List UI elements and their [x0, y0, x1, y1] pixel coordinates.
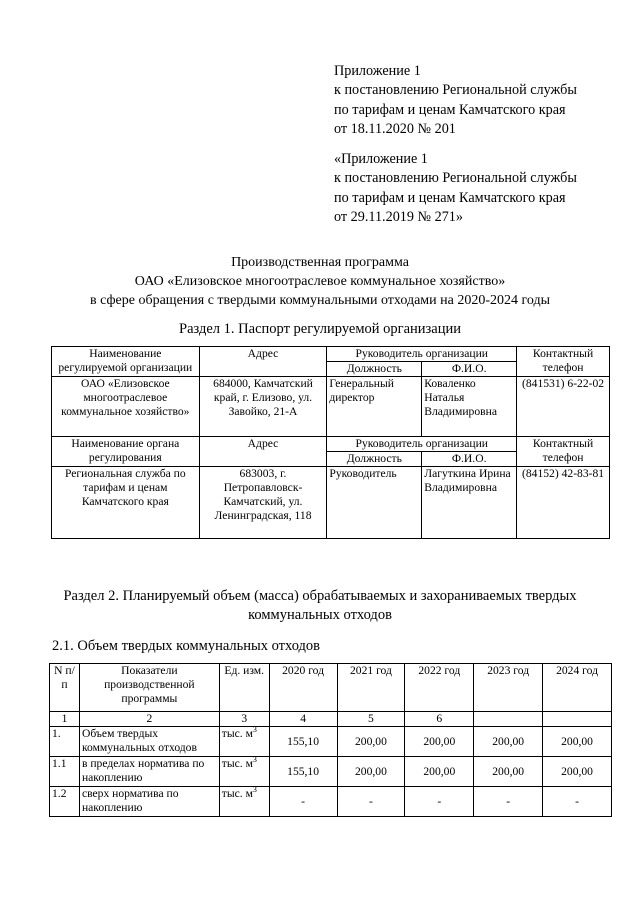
header-manager: Руководитель организации	[327, 347, 517, 362]
row-value: 200,00	[543, 727, 612, 757]
row-unit: тыс. $м^3$	[219, 757, 269, 787]
header-2020: 2020 год	[269, 664, 337, 712]
regulator-fio: Лагуткина Ирина Владимировна	[422, 467, 517, 539]
header-2024: 2024 год	[543, 664, 612, 712]
row-value: 200,00	[474, 757, 543, 787]
annex-line: по тарифам и ценам Камчатского края	[334, 189, 566, 206]
org-phone: (841531) 6-22-02	[517, 377, 610, 437]
annex-line: к постановлению Региональной службы	[334, 82, 577, 99]
header-phone: Контактный телефон	[517, 437, 610, 467]
annex-line: от 29.11.2019 № 271»	[334, 208, 463, 225]
regulator-name: Региональная служба по тарифам и ценам Камчатского края	[52, 467, 200, 539]
regulator-phone: (84152) 42-83-81	[517, 467, 610, 539]
regulator-position: Руководитель	[327, 467, 422, 539]
header-regulator: Наименование органа регулирования	[52, 437, 200, 467]
header-num: N п/п	[50, 664, 80, 712]
passport-table	[51, 346, 610, 539]
row-value: 155,10	[269, 727, 337, 757]
col-number-empty	[474, 712, 543, 727]
annex-line: от 18.11.2020 № 201	[334, 120, 456, 137]
annex-current	[334, 62, 577, 139]
section2-title	[0, 587, 640, 625]
row-value: 200,00	[474, 727, 543, 757]
col-number: 6	[405, 712, 474, 727]
org-position: Генеральный директор	[327, 377, 422, 437]
header-position: Должность	[327, 452, 422, 467]
table-row	[50, 727, 612, 757]
regulator-address: 683003, г. Петропавловск-Камчатский, ул. Ленинградская, 118	[199, 467, 327, 539]
row-num: 1.2	[50, 787, 80, 817]
header-indicator: Показатели производственной программы	[79, 664, 219, 712]
row-value: 200,00	[405, 727, 474, 757]
row-value: 200,00	[405, 757, 474, 787]
header-org: Наименование регулируемой организации	[52, 347, 200, 377]
header-2021: 2021 год	[337, 664, 405, 712]
subsection-title: 2.1. Объем твердых коммунальных отходов	[52, 638, 321, 654]
row-value: 200,00	[337, 757, 405, 787]
row-value: 155,10	[269, 757, 337, 787]
section1-title: Раздел 1. Паспорт регулируемой организации	[179, 321, 461, 337]
header-manager: Руководитель организации	[327, 437, 517, 452]
title-line: в сфере обращения с твердыми коммунальными отходами на 2020-2024 годы	[89, 293, 551, 308]
row-value: -	[269, 787, 337, 817]
col-number: 3	[219, 712, 269, 727]
row-unit: тыс. $м^3$	[219, 727, 269, 757]
header-address: Адрес	[199, 347, 327, 377]
row-name: в пределах норматива по накоплению	[79, 757, 219, 787]
program-title	[0, 253, 640, 310]
header-address: Адрес	[199, 437, 327, 467]
header-unit: Ед. изм.	[219, 664, 269, 712]
title-line: Производственная программа	[231, 255, 409, 270]
row-unit: тыс. $м^3$	[219, 787, 269, 817]
org-fio: Коваленко Наталья Владимировна	[422, 377, 517, 437]
header-fio: Ф.И.О.	[422, 362, 517, 377]
annex-previous	[334, 150, 577, 227]
org-name: ОАО «Елизовское многоотраслевое коммунальное хозяйство»	[52, 377, 200, 437]
annex-line: «Приложение 1	[334, 151, 428, 167]
table-row	[50, 757, 612, 787]
col-number: 5	[337, 712, 405, 727]
waste-volume-table	[49, 663, 612, 817]
annex-line: Приложение 1	[334, 63, 421, 79]
annex-line: по тарифам и ценам Камчатского края	[334, 101, 566, 118]
section2-title-line: коммунальных отходов	[248, 607, 392, 623]
row-value: -	[543, 787, 612, 817]
header-phone: Контактный телефон	[517, 347, 610, 377]
header-2023: 2023 год	[474, 664, 543, 712]
col-number: 1	[50, 712, 80, 727]
row-num: 1.1	[50, 757, 80, 787]
col-number: 4	[269, 712, 337, 727]
row-value: -	[337, 787, 405, 817]
table-row	[50, 787, 612, 817]
row-name: сверх норматива по накоплению	[79, 787, 219, 817]
section2-title-line: Раздел 2. Планируемый объем (масса) обрабатываемых и захораниваемых твердых	[63, 588, 577, 604]
title-line: ОАО «Елизовское многоотраслевое коммунальное хозяйство»	[134, 274, 506, 289]
row-num: 1.	[50, 727, 80, 757]
row-value: 200,00	[543, 757, 612, 787]
row-name: Объем твердых коммунальных отходов	[79, 727, 219, 757]
header-fio: Ф.И.О.	[422, 452, 517, 467]
row-value: -	[405, 787, 474, 817]
row-value: -	[474, 787, 543, 817]
col-number-empty	[543, 712, 612, 727]
annex-line: к постановлению Региональной службы	[334, 170, 577, 187]
col-number: 2	[79, 712, 219, 727]
row-value: 200,00	[337, 727, 405, 757]
header-2022: 2022 год	[405, 664, 474, 712]
header-position: Должность	[327, 362, 422, 377]
org-address: 684000, Камчатский край, г. Елизово, ул. Завойко, 21-А	[199, 377, 327, 437]
